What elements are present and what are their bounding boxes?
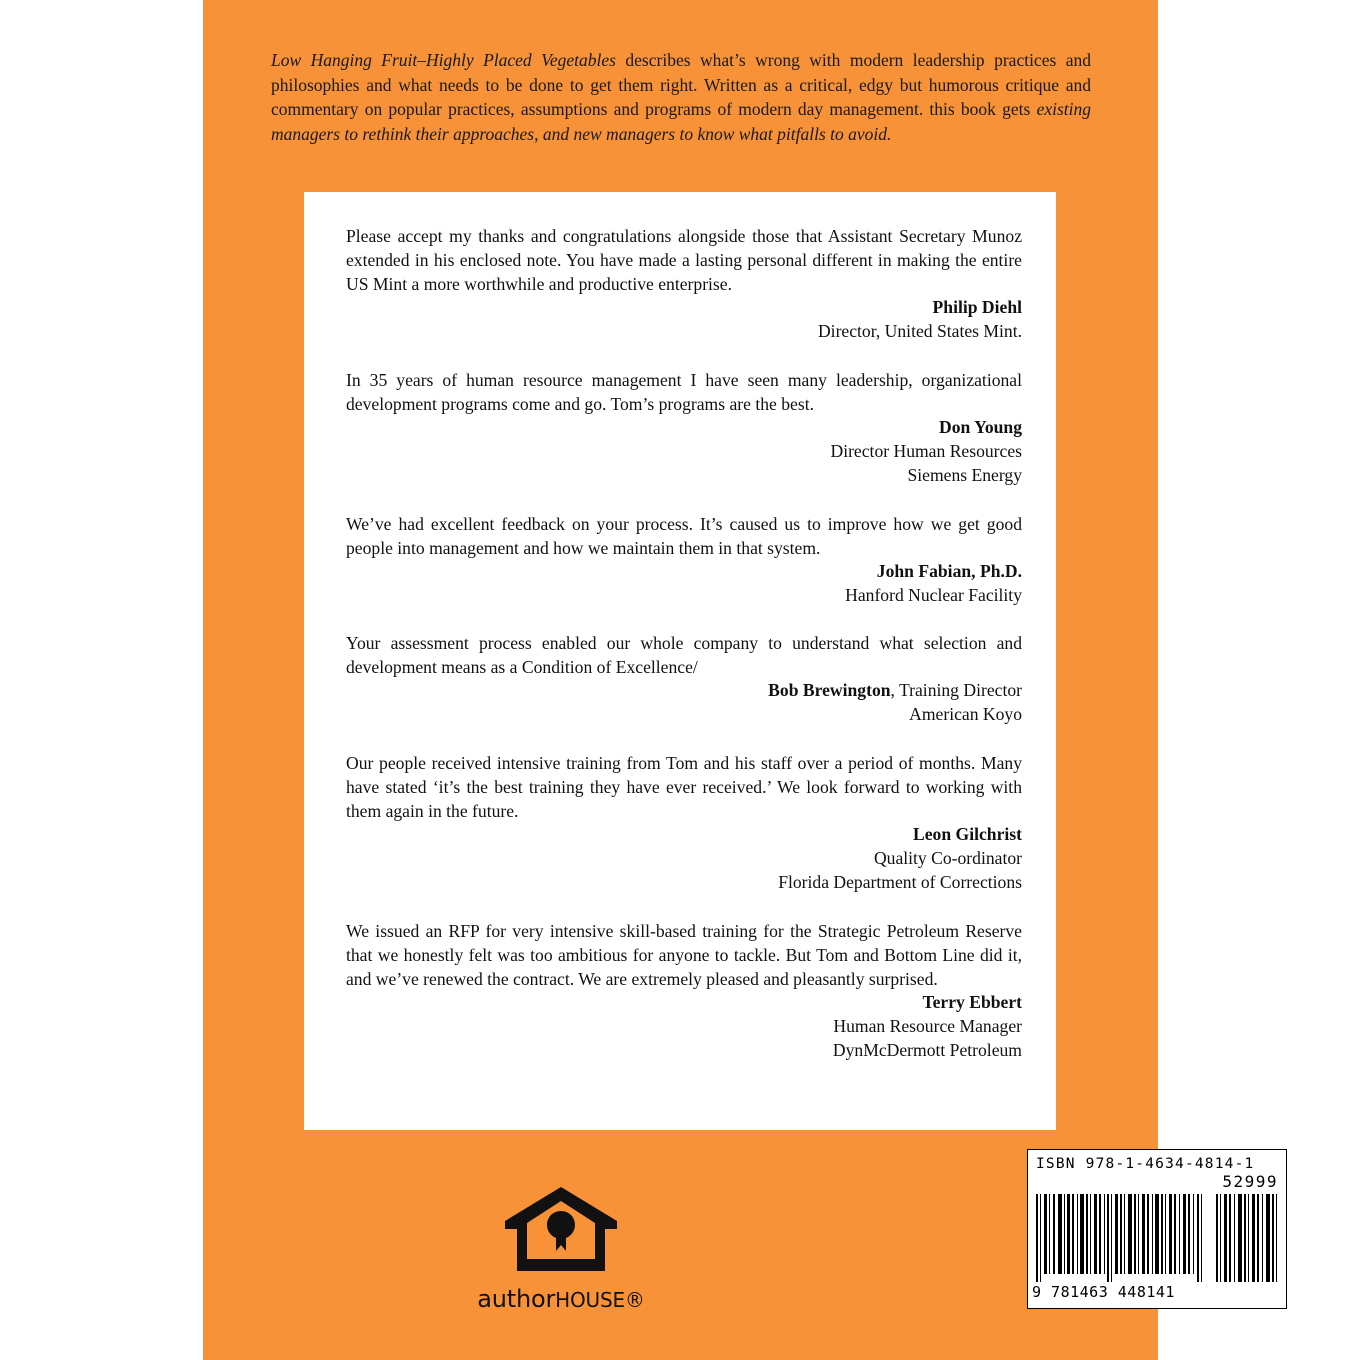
testimonial-attribution xyxy=(346,296,1022,344)
testimonial-name: Don Young xyxy=(939,416,1022,437)
publisher-logo xyxy=(461,1185,661,1313)
testimonials-list xyxy=(346,224,1022,1087)
barcode-bars-main xyxy=(1036,1194,1208,1282)
testimonial-name: Bob Brewington xyxy=(768,680,891,701)
book-title-italic: Low Hanging Fruit–Highly Placed Vegetables xyxy=(271,50,616,70)
testimonial-name: Leon Gilchrist xyxy=(913,824,1022,845)
barcode-bars-addon xyxy=(1216,1194,1278,1282)
testimonial-org-line: Florida Department of Corrections xyxy=(778,872,1022,893)
testimonials-panel xyxy=(304,192,1056,1130)
testimonial-attribution xyxy=(346,823,1022,895)
testimonial-item xyxy=(346,512,1022,608)
isbn-text: ISBN 978-1-4634-4814-1 xyxy=(1036,1156,1255,1172)
cover-background xyxy=(203,0,1278,1360)
blurb-emphasis: existing managers to rethink their approaches, and new managers to know what pitfalls to avoid. xyxy=(271,99,1091,144)
testimonial-item xyxy=(346,919,1022,1063)
testimonial-org-line: Siemens Energy xyxy=(907,464,1022,485)
testimonial-org-line: Quality Co-ordinator xyxy=(873,848,1022,869)
testimonial-org-line: DynMcDermott Petroleum xyxy=(832,1039,1022,1060)
testimonial-org-line: Human Resource Manager xyxy=(833,1015,1022,1036)
authorhouse-logo-icon xyxy=(495,1185,627,1277)
testimonial-quote: Your assessment process enabled our whole company to understand what selection and development means as a Condition of Excellence/ xyxy=(346,633,1022,678)
testimonial-org-line: Director, United States Mint. xyxy=(817,320,1022,341)
testimonial-item xyxy=(346,368,1022,488)
blurb-body: describes what’s wrong with modern leadership practices and philosophies and what needs to be done to get them right. Written as a critical, edgy but humorous critique and commentary on popular practices, assumptions and programs of modern day management. this book gets xyxy=(271,50,1091,119)
testimonial-name-suffix: , Training Director xyxy=(890,680,1022,701)
testimonial-attribution xyxy=(346,416,1022,488)
testimonial-attribution xyxy=(346,679,1022,727)
testimonial-org-line: Hanford Nuclear Facility xyxy=(845,584,1022,605)
testimonial-item xyxy=(346,631,1022,727)
testimonial-quote: Please accept my thanks and congratulations alongside those that Assistant Secretary Munoz extended in his enclosed note. You have made a lasting personal different in making the entire US Mint a more worthwhile and productive enterprise. xyxy=(346,226,1022,294)
testimonial-org-line: Director Human Resources xyxy=(830,440,1022,461)
testimonial-attribution xyxy=(346,560,1022,608)
testimonial-quote: We issued an RFP for very intensive skill-based training for the Strategic Petroleum Reserve that we honestly felt was too ambitious for anyone to tackle. But Tom and Bottom Line did it, and we’ve renewed the contract. We are extremely pleased and pleasantly surprised. xyxy=(346,921,1022,990)
testimonial-attribution xyxy=(346,991,1022,1063)
testimonial-org-line: American Koyo xyxy=(909,704,1022,725)
isbn-barcode xyxy=(1027,1149,1287,1309)
publisher-name-lower: author xyxy=(477,1285,556,1313)
testimonial-name: Terry Ebbert xyxy=(922,992,1022,1013)
testimonial-name: John Fabian, Ph.D. xyxy=(876,560,1022,581)
barcode-digits: 9 781463 448141 xyxy=(1032,1283,1175,1301)
testimonial-item xyxy=(346,224,1022,344)
testimonial-quote: In 35 years of human resource management I have seen many leadership, organizational development programs come and go. Tom’s programs are the best. xyxy=(346,369,1022,414)
price-code-text: 52999 xyxy=(1222,1172,1278,1191)
publisher-name xyxy=(461,1285,661,1313)
testimonial-quote: We’ve had excellent feedback on your process. It’s caused us to improve how we get good people into management and how we maintain them in that system. xyxy=(346,513,1022,558)
testimonial-item xyxy=(346,751,1022,895)
back-cover-blurb xyxy=(271,48,1091,146)
publisher-name-upper: HOUSE® xyxy=(555,1288,645,1312)
testimonial-quote: Our people received intensive training from Tom and his staff over a period of months. Many have stated ‘it’s the best training they have ever received.’ We look forward to working with them again in the future. xyxy=(346,753,1022,822)
testimonial-name: Philip Diehl xyxy=(932,297,1022,317)
